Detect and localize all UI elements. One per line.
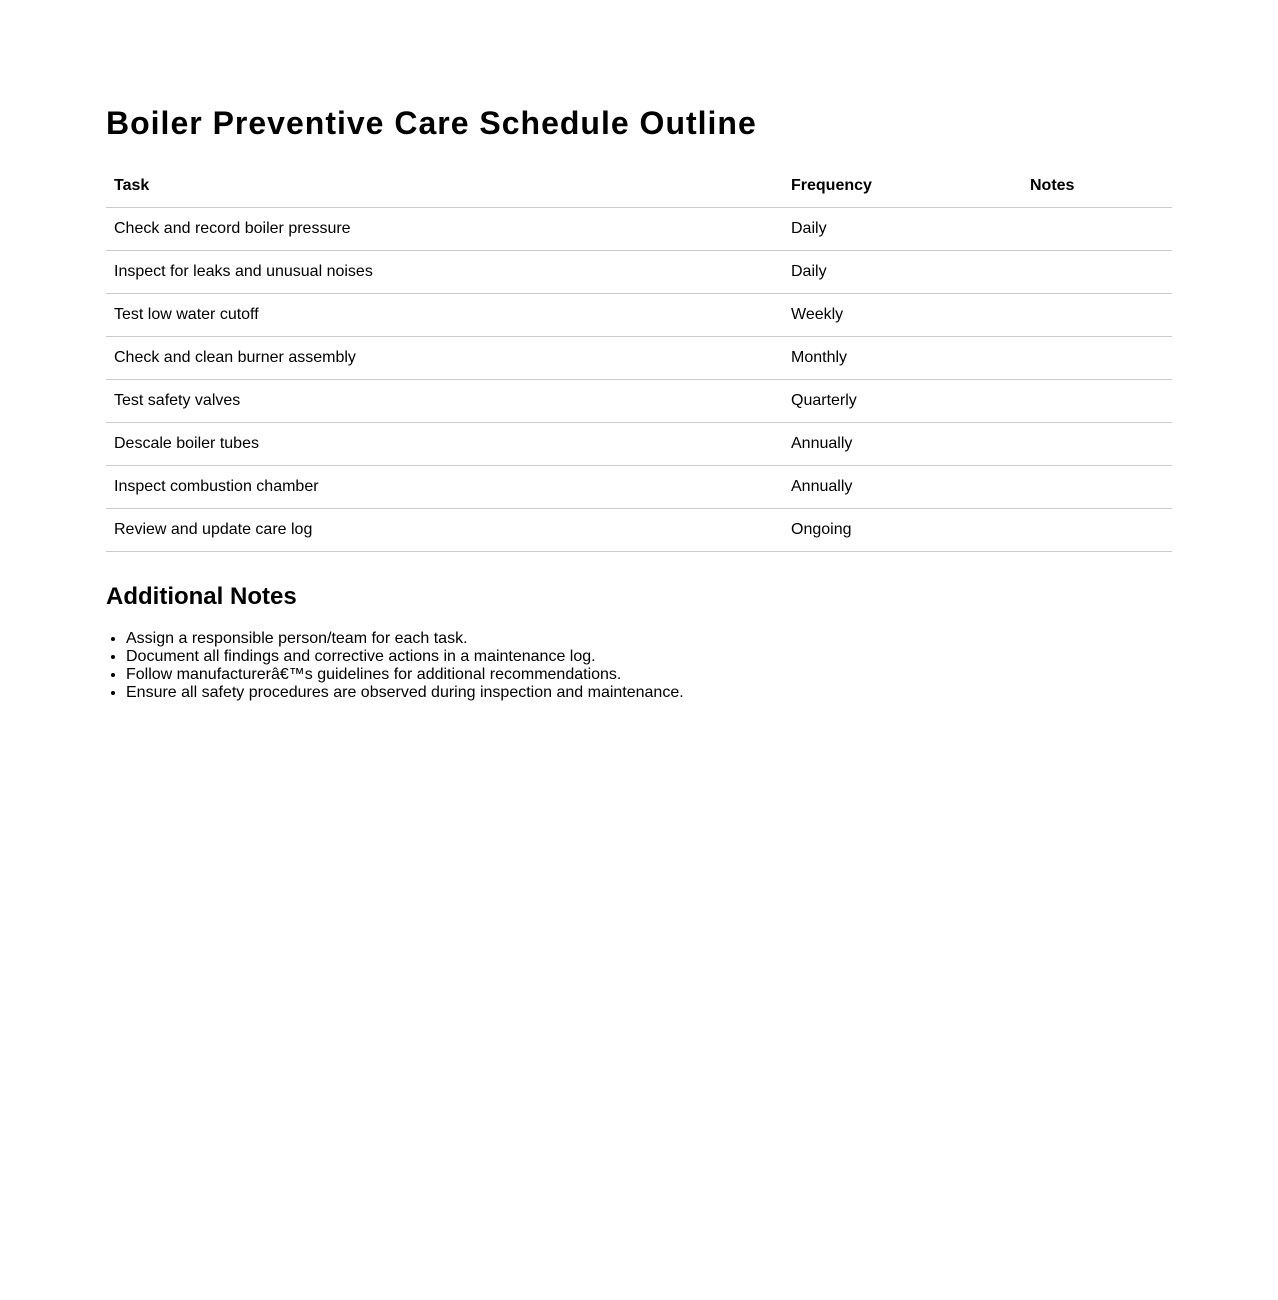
table-row <box>106 466 1172 509</box>
notes-cell <box>1022 208 1172 251</box>
task-cell: Review and update care log <box>106 509 783 552</box>
frequency-cell: Annually <box>783 466 1022 509</box>
table-row <box>106 251 1172 294</box>
list-item: • Ensure all safety procedures are observed during inspection and maintenance. <box>126 684 684 702</box>
table-row <box>106 380 1172 423</box>
frequency-cell: Daily <box>783 251 1022 294</box>
frequency-cell: Quarterly <box>783 380 1022 423</box>
frequency-cell: Ongoing <box>783 509 1022 552</box>
column-header-frequency: Frequency <box>783 165 1022 208</box>
table-header-row <box>106 165 1172 208</box>
task-cell: Inspect combustion chamber <box>106 466 783 509</box>
notes-cell <box>1022 509 1172 552</box>
table-row <box>106 337 1172 380</box>
list-item: • Follow manufacturerâ€™s guidelines for additional recommendations. <box>126 666 684 684</box>
table-row <box>106 208 1172 251</box>
additional-notes-list <box>106 630 684 702</box>
table-row <box>106 423 1172 466</box>
task-cell: Test low water cutoff <box>106 294 783 337</box>
frequency-cell: Monthly <box>783 337 1022 380</box>
frequency-cell: Weekly <box>783 294 1022 337</box>
column-header-task: Task <box>106 165 783 208</box>
task-cell: Descale boiler tubes <box>106 423 783 466</box>
task-cell: Check and record boiler pressure <box>106 208 783 251</box>
notes-cell <box>1022 294 1172 337</box>
column-header-notes: Notes <box>1022 165 1172 208</box>
frequency-cell: Annually <box>783 423 1022 466</box>
page-title: Boiler Preventive Care Schedule Outline <box>106 105 757 141</box>
notes-cell <box>1022 251 1172 294</box>
table-row <box>106 509 1172 552</box>
schedule-table <box>106 165 1172 552</box>
additional-notes-heading: Additional Notes <box>106 583 297 610</box>
task-cell: Test safety valves <box>106 380 783 423</box>
task-cell: Inspect for leaks and unusual noises <box>106 251 783 294</box>
frequency-cell: Daily <box>783 208 1022 251</box>
list-item: • Assign a responsible person/team for each task. <box>126 630 684 648</box>
task-cell: Check and clean burner assembly <box>106 337 783 380</box>
list-item: • Document all findings and corrective actions in a maintenance log. <box>126 648 684 666</box>
notes-cell <box>1022 423 1172 466</box>
notes-cell <box>1022 380 1172 423</box>
table-row <box>106 294 1172 337</box>
notes-cell <box>1022 337 1172 380</box>
notes-cell <box>1022 466 1172 509</box>
